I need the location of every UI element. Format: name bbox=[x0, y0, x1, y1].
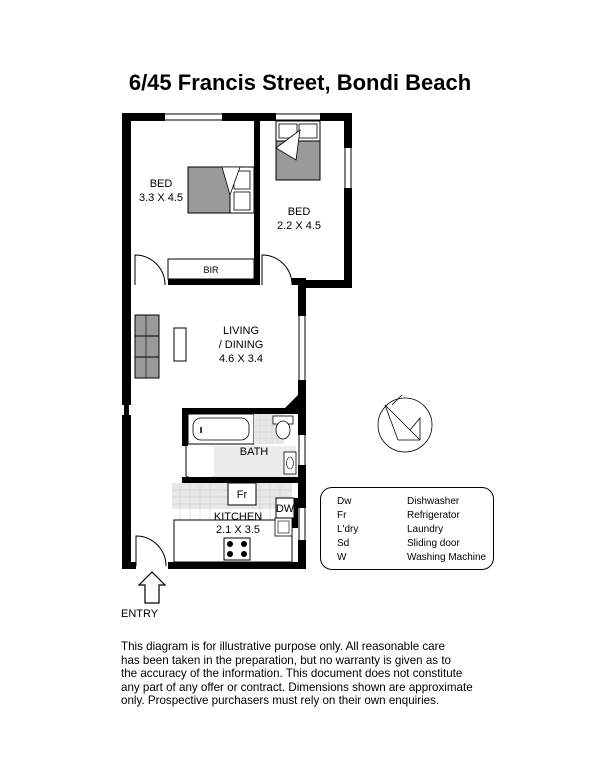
legend-desc: Refrigerator bbox=[407, 510, 460, 521]
bed1-label: BED bbox=[149, 178, 173, 190]
legend-abbr: W bbox=[337, 552, 347, 563]
compass-icon bbox=[378, 395, 432, 452]
living-size: 4.6 X 3.4 bbox=[218, 353, 264, 365]
legend-abbr: L'dry bbox=[337, 524, 359, 535]
legend-desc: Washing Machine bbox=[407, 552, 487, 563]
disclaimer bbox=[121, 640, 501, 708]
legend-abbr: Fr bbox=[337, 510, 347, 521]
bed2-label: BED bbox=[287, 206, 311, 218]
fridge-label: Fr bbox=[236, 489, 248, 501]
entry-arrow-icon bbox=[139, 572, 165, 603]
disclaimer-line: any part of any offer or contract. Dimensions shown are approximate bbox=[121, 680, 473, 694]
dining-label: / DINING bbox=[218, 339, 264, 351]
disclaimer-line: only. Prospective purchasers must rely on their own enquiries. bbox=[121, 694, 440, 708]
bir-label: BIR bbox=[203, 265, 219, 275]
legend-desc: Laundry bbox=[407, 524, 444, 535]
bed2-furniture bbox=[276, 121, 320, 180]
disclaimer-line: has been taken in the preparation, but no warranty is given as to bbox=[121, 653, 451, 667]
kitchen-label: KITCHEN bbox=[213, 511, 263, 523]
disclaimer-line: This diagram is for illustrative purpose only. All reasonable care bbox=[121, 640, 445, 653]
legend-row bbox=[337, 510, 487, 524]
legend-desc: Sliding door bbox=[407, 538, 460, 549]
bed1-size: 3.3 X 4.5 bbox=[138, 192, 184, 204]
legend bbox=[320, 487, 494, 570]
sofa bbox=[135, 315, 159, 378]
legend-abbr: Sd bbox=[337, 538, 350, 549]
legend-desc: Dishwasher bbox=[407, 496, 460, 507]
bath-label: BATH bbox=[239, 446, 269, 458]
legend-row bbox=[337, 552, 487, 566]
bed2-size: 2.2 X 4.5 bbox=[276, 220, 322, 232]
living-label: LIVING bbox=[222, 325, 260, 337]
kitchen-size: 2.1 X 3.5 bbox=[215, 524, 261, 536]
legend-row bbox=[337, 524, 487, 538]
dishwasher-label: DW bbox=[275, 503, 295, 515]
bed1-furniture bbox=[188, 167, 254, 213]
entry-label: ENTRY bbox=[121, 608, 159, 620]
disclaimer-line: the accuracy of the information. This document does not constitute bbox=[121, 667, 463, 681]
coffee-table bbox=[174, 328, 186, 361]
legend-abbr: Dw bbox=[337, 496, 352, 507]
page-title: 6/45 Francis Street, Bondi Beach bbox=[128, 70, 472, 95]
legend-row bbox=[337, 496, 487, 510]
legend-row bbox=[337, 538, 487, 552]
